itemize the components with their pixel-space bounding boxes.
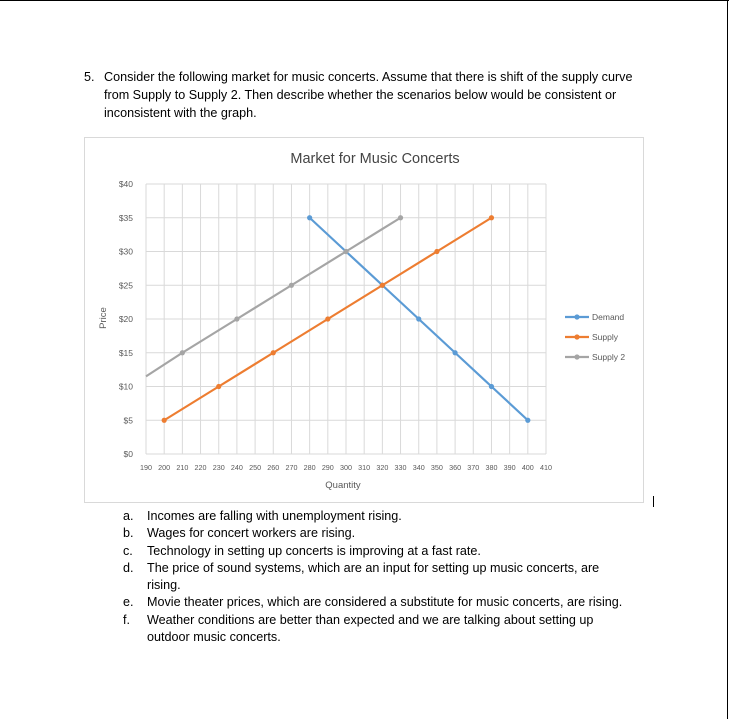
scenario-text: Weather conditions are better than expected and we are talking about setting up outdoor music concerts. — [147, 612, 594, 645]
scenario-letter: b. — [123, 526, 134, 541]
y-tick-label: $35 — [118, 212, 133, 223]
scenario-item — [123, 560, 633, 595]
x-tick-label: 400 — [521, 463, 534, 472]
demand-point — [307, 215, 312, 220]
x-tick-label: 380 — [485, 463, 498, 472]
supply-point — [271, 350, 276, 355]
supply-point — [162, 418, 167, 423]
supply-2-point — [343, 249, 348, 254]
scenario-item — [123, 525, 633, 542]
supply-point — [489, 215, 494, 220]
supply-point — [216, 384, 221, 389]
x-tick-label: 300 — [340, 463, 352, 472]
y-axis-ticks — [119, 179, 133, 459]
scenario-text: Movie theater prices, which are considered a substitute for music concerts, are rising. — [147, 595, 623, 610]
scenario-letter: d. — [123, 560, 134, 575]
y-axis-label: Price — [98, 307, 109, 329]
page-top-border — [0, 0, 729, 1]
x-tick-label: 290 — [321, 463, 334, 472]
scenario-letter: a. — [123, 509, 134, 523]
y-tick-label: $40 — [118, 179, 133, 189]
supply-2-point — [289, 283, 294, 288]
scenario-text: Technology in setting up concerts is improving at a fast rate. — [147, 543, 481, 558]
page-right-border — [727, 0, 728, 719]
scenario-list — [123, 508, 633, 646]
legend-marker-demand — [574, 314, 579, 319]
x-tick-label: 260 — [267, 463, 280, 472]
demand-point — [489, 384, 494, 389]
x-tick-label: 240 — [230, 463, 243, 472]
supply-2-point — [234, 316, 239, 321]
x-tick-label: 330 — [394, 463, 407, 472]
question-text: Consider the following market for music concerts. Assume that there is shift of the supply curve from Supply to Supply 2. Then describe whether the scenarios below would be consistent or inconsistent with the graph. — [104, 70, 633, 120]
demand-point — [525, 418, 530, 423]
chart-title: Market for Music Concerts — [290, 151, 460, 167]
x-tick-label: 410 — [540, 463, 552, 472]
demand-point — [452, 350, 457, 355]
supply-2-point — [398, 215, 403, 220]
x-tick-label: 190 — [140, 463, 152, 472]
x-tick-label: 230 — [212, 463, 225, 472]
legend-marker-supply — [574, 334, 579, 339]
x-axis-ticks — [140, 463, 552, 472]
scenario-letter: e. — [123, 595, 134, 610]
scenario-item — [123, 594, 633, 611]
y-tick-label: $15 — [118, 347, 133, 358]
y-tick-label: $30 — [118, 246, 133, 257]
scenario-letter: c. — [123, 543, 133, 558]
scenario-item — [123, 508, 633, 525]
scenario-text: The price of sound systems, which are an input for setting up music concerts, are rising. — [147, 560, 600, 593]
chart-legend — [565, 312, 625, 362]
x-tick-label: 270 — [285, 463, 298, 472]
text-cursor — [653, 496, 654, 507]
question-number: 5. — [84, 70, 95, 84]
legend-marker-supply-2 — [574, 354, 579, 359]
scenario-text: Wages for concert workers are rising. — [147, 526, 356, 541]
y-tick-label: $0 — [123, 449, 133, 459]
x-axis-label: Quantity — [325, 480, 361, 491]
x-tick-label: 350 — [430, 463, 443, 472]
x-tick-label: 220 — [194, 463, 207, 472]
market-chart — [84, 137, 644, 503]
y-tick-label: $5 — [123, 415, 133, 426]
legend-label-supply-2: Supply 2 — [592, 352, 626, 362]
scenario-text: Incomes are falling with unemployment rising. — [147, 509, 402, 523]
supply-point — [325, 316, 330, 321]
x-tick-label: 390 — [503, 463, 516, 472]
scenario-letter: f. — [123, 612, 130, 627]
y-tick-label: $10 — [118, 381, 133, 392]
demand-point — [416, 316, 421, 321]
x-tick-label: 250 — [249, 463, 262, 472]
x-tick-label: 310 — [358, 463, 371, 472]
scenario-item — [123, 612, 633, 647]
legend-label-demand: Demand — [592, 312, 625, 322]
x-tick-label: 360 — [449, 463, 462, 472]
x-tick-label: 320 — [376, 463, 389, 472]
x-tick-label: 340 — [412, 463, 425, 472]
scenario-item — [123, 543, 633, 560]
x-tick-label: 200 — [158, 463, 171, 472]
x-tick-label: 280 — [303, 463, 316, 472]
supply-point — [380, 283, 385, 288]
y-tick-label: $20 — [118, 314, 133, 324]
y-tick-label: $25 — [118, 280, 133, 291]
chart-canvas — [85, 138, 643, 502]
legend-label-supply: Supply — [592, 332, 618, 342]
x-tick-label: 370 — [467, 463, 480, 472]
chart-gridlines — [146, 184, 546, 454]
x-tick-label: 210 — [176, 463, 189, 472]
supply-point — [434, 249, 439, 254]
supply-2-point — [180, 350, 185, 355]
